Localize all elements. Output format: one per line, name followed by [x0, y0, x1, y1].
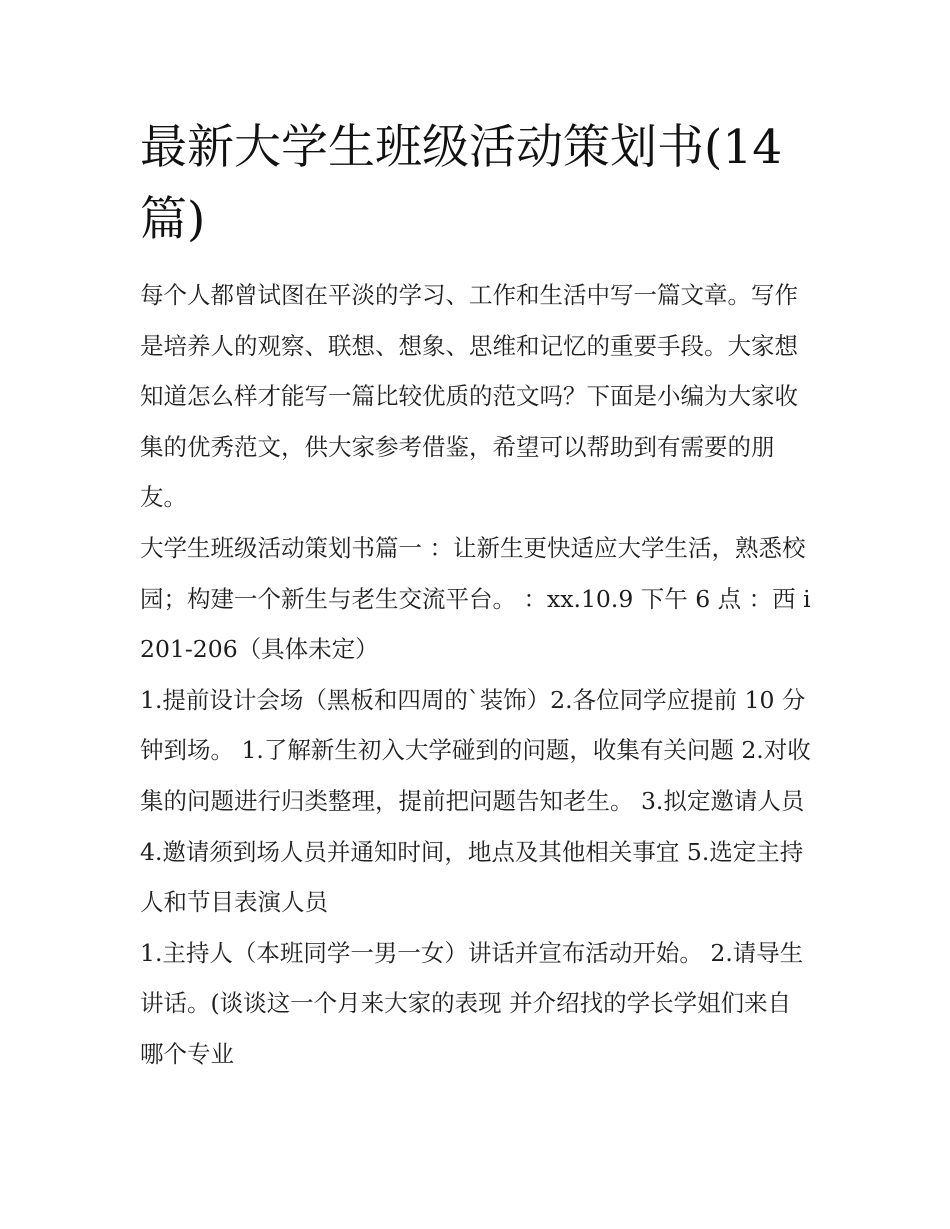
paragraph-list [140, 270, 812, 1080]
intro-paragraph: 每个人都曾试图在平淡的学习、工作和生活中写一篇文章。写作是培养人的观察、联想、想象、思维和记忆的重要手段。大家想知道怎么样才能写一篇比较优质的范文吗？下面是小编为大家收集的优秀范文，供大家参考借鉴，希望可以帮助到有需要的朋友。 [140, 281, 798, 512]
procedure-paragraph: 1.主持人（本班同学一男一女）讲话并宣布活动开始。 2.请导生讲话。(谈谈这一个月来大家的表现 并介绍找的学长学姐们来自哪个专业 [140, 938, 804, 1068]
document-body [140, 112, 812, 1080]
preparation-paragraph: 1.提前设计会场（黑板和四周的`装饰）2.各位同学应提前 10 分钟到场。 1.了解新生初入大学碰到的问题，收集有关问题 2.对收集的问题进行归类整理，提前把问题告知老生。 3.拟定邀请人员 4.邀请须到场人员并通知时间，地点及其他相关事宜 5.选定主持人和节目表演人员 [140, 685, 811, 917]
section-one-paragraph: 大学生班级活动策划书篇一 ：让新生更快适应大学生活，熟悉校园；构建一个新生与老生交流平台。 ：xx.10.9 下午 6 点 ：西 i201-206（具体未定） [140, 533, 811, 664]
document-title: 最新大学生班级活动策划书(14篇) [140, 120, 783, 247]
